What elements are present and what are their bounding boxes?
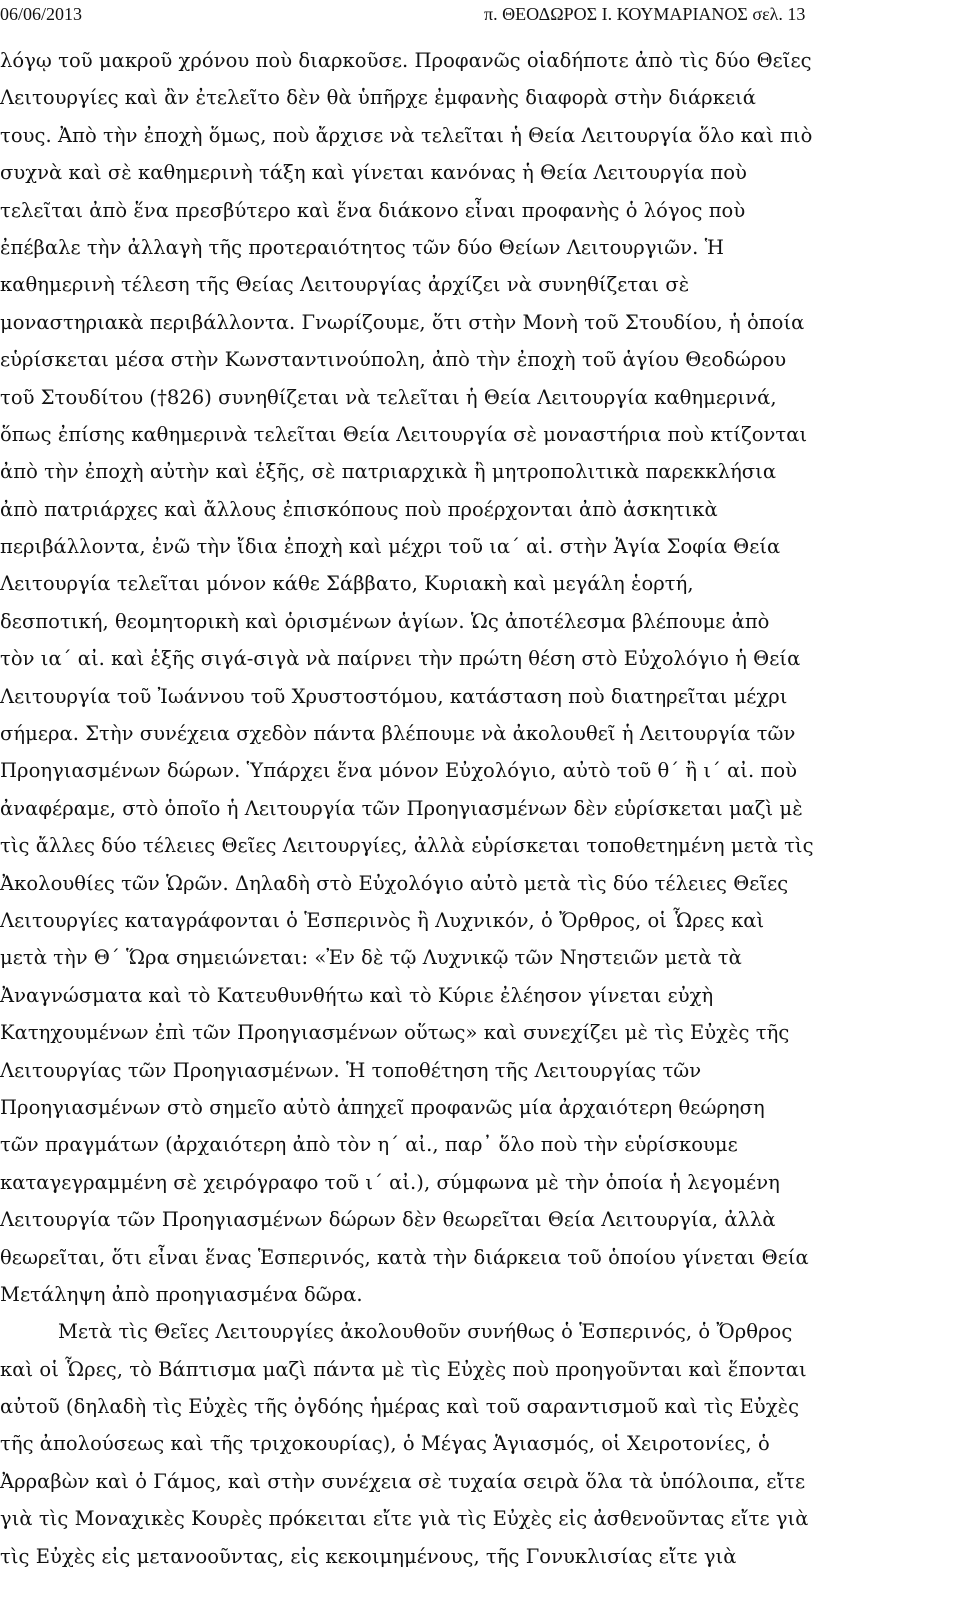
paragraph-first-line: Μετὰ τὶς Θεῖες Λειτουργίες ἀκολουθοῦν συνήθως ὁ Ἑσπερινός, ὁ Ὄρθρος [58,1320,793,1344]
text-line: γιὰ τὶς Μοναχικὲς Κουρὲς πρόκειται εἴτε γιὰ τὶς Εὐχὲς εἰς ἀσθενοῦντας εἴτε γιὰ [0,1507,809,1531]
text-line: τελεῖται ἀπὸ ἕνα πρεσβύτερο καὶ ἕνα διάκονο εἶναι προφανὴς ὁ λόγος ποὺ [0,198,746,222]
text-line: λόγῳ τοῦ μακροῦ χρόνου ποὺ διαρκοῦσε. Προφανῶς οἱαδήποτε ἀπὸ τὶς δύο Θεῖες [0,49,812,72]
text-line: Προηγιασμένων δώρων. Ὑπάρχει ἕνα μόνον Εὐχολόγιο, αὐτὸ τοῦ θ΄ ἢ ι΄ αἰ. ποὺ [0,759,798,783]
text-line: εὑρίσκεται μέσα στὴν Κωνσταντινούπολη, ἀπὸ τὴν ἐποχὴ τοῦ ἁγίου Θεοδώρου [0,348,787,372]
text-line: Λειτουργίας τῶν Προηγιασμένων. Ἡ τοποθέτηση τῆς Λειτουργίας τῶν [0,1058,702,1082]
text-line: περιβάλλοντα, ἐνῶ τὴν ἴδια ἐποχὴ καὶ μέχρι τοῦ ια΄ αἰ. στὴν Ἁγία Σοφία Θεία [0,535,781,559]
text-line: τοῦ Στουδίτου (†826) συνηθίζεται νὰ τελεῖται ἡ Θεία Λειτουργία καθημερινά, [0,385,777,409]
text-line: Κατηχουμένων ἐπὶ τῶν Προηγιασμένων οὕτως» καὶ συνεχίζει μὲ τὶς Εὐχὲς τῆς [0,1021,790,1045]
text-line: δεσποτική, θεομητορικὴ καὶ ὁρισμένων ἁγίων. Ὡς ἀποτέλεσμα βλέπουμε ἀπὸ [0,609,770,633]
text-line: Ἀναγνώσματα καὶ τὸ Κατευθυνθήτω καὶ τὸ Κύριε ἐλέησον γίνεται εὐχὴ [0,983,714,1007]
text-line: Προηγιασμένων στὸ σημεῖο αὐτὸ ἀπηχεῖ προφανῶς μία ἀρχαιότερη θεώρηση [0,1095,765,1119]
text-line: Ἀρραβὼν καὶ ὁ Γάμος, καὶ στὴν συνέχεια σὲ τυχαία σειρὰ ὅλα τὰ ὑπόλοιπα, εἴτε [0,1469,806,1493]
page-header [0,2,960,26]
body-text [0,42,938,1575]
text-line: Λειτουργίες καὶ ἂν ἐτελεῖτο δὲν θὰ ὑπῆρχε ἐμφανὴς διαφορὰ στὴν διάρκειά [0,86,757,110]
text-line: Λειτουργία τῶν Προηγιασμένων δώρων δὲν θεωρεῖται Θεία Λειτουργία, ἀλλὰ [0,1208,776,1232]
header-running-title: π. ΘΕΟΔΩΡΟΣ Ι. ΚΟΥΜΑΡΙΑΝΟΣ σελ. 13 [484,4,806,24]
text-line: καθημερινὴ τέλεση τῆς Θείας Λειτουργίας ἀρχίζει νὰ συνηθίζεται σὲ [0,273,690,297]
text-line: ἀπὸ τὴν ἐποχὴ αὐτὴν καὶ ἑξῆς, σὲ πατριαρχικὰ ἢ μητροπολιτικὰ παρεκκλήσια [0,460,777,484]
text-line: ὅπως ἐπίσης καθημερινὰ τελεῖται Θεία Λειτουργία σὲ μοναστήρια ποὺ κτίζονται [0,422,808,446]
text-line: καταγεγραμμένη σὲ χειρόγραφο τοῦ ι΄ αἰ.), σύμφωνα μὲ τὴν ὁποία ἡ λεγομένη [0,1170,780,1194]
text-line: Λειτουργία τοῦ Ἰωάννου τοῦ Χρυστοστόμου, κατάσταση ποὺ διατηρεῖται μέχρι [0,684,788,708]
text-line: σήμερα. Στὴν συνέχεια σχεδὸν πάντα βλέπουμε νὰ ἀκολουθεῖ ἡ Λειτουργία τῶν [0,722,796,746]
text-line: μοναστηριακὰ περιβάλλοντα. Γνωρίζουμε, ὅτι στὴν Μονὴ τοῦ Στουδίου, ἡ ὁποία [0,310,805,334]
text-line: συχνὰ καὶ σὲ καθημερινὴ τάξη καὶ γίνεται κανόνας ἡ Θεία Λειτουργία ποὺ [0,161,747,185]
text-line: ἀπὸ πατριάρχες καὶ ἄλλους ἐπισκόπους ποὺ προέρχονται ἀπὸ ἀσκητικὰ [0,497,718,521]
text-line: ἀναφέραμε, στὸ ὁποῖο ἡ Λειτουργία τῶν Προηγιασμένων δὲν εὑρίσκεται μαζὶ μὲ [0,796,803,820]
text-line: Ἀκολουθίες τῶν Ὡρῶν. Δηλαδὴ στὸ Εὐχολόγιο αὐτὸ μετὰ τὶς δύο τέλειες Θεῖες [0,871,789,895]
text-line: τὶς ἄλλες δύο τέλειες Θεῖες Λειτουργίες, ἀλλὰ εὑρίσκεται τοποθετημένη μετὰ τὶς [0,834,814,858]
text-line: θεωρεῖται, ὅτι εἶναι ἕνας Ἑσπερινός, κατὰ τὴν διάρκεια τοῦ ὁποίου γίνεται Θεία [0,1245,809,1269]
text-line: Μετάληψη ἀπὸ προηγιασμένα δῶρα. [0,1282,363,1306]
text-line: Λειτουργία τελεῖται μόνον κάθε Σάββατο, Κυριακὴ καὶ μεγάλη ἑορτή, [0,572,694,596]
text-line: τους. Ἀπὸ τὴν ἐποχὴ ὅμως, ποὺ ἄρχισε νὰ τελεῖται ἡ Θεία Λειτουργία ὅλο καὶ πιὸ [0,123,813,147]
text-line: τῆς ἀπολούσεως καὶ τῆς τριχοκουρίας), ὁ Μέγας Ἁγιασμός, οἱ Χειροτονίες, ὁ [0,1432,770,1456]
text-line: ἐπέβαλε τὴν ἀλλαγὴ τῆς προτεραιότητος τῶν δύο Θείων Λειτουργιῶν. Ἡ [0,235,724,259]
text-line: τὸν ια΄ αἰ. καὶ ἑξῆς σιγά-σιγὰ νὰ παίρνει τὴν πρώτη θέση στὸ Εὐχολόγιο ἡ Θεία [0,647,801,671]
text-line: Λειτουργίες καταγράφονται ὁ Ἑσπερινὸς ἢ Λυχνικόν, ὁ Ὄρθρος, οἱ Ὧρες καὶ [0,908,765,932]
text-line: τὶς Εὐχὲς εἰς μετανοοῦντας, εἰς κεκοιμημένους, τῆς Γονυκλισίας εἴτε γιὰ [0,1544,737,1568]
text-line: τῶν πραγμάτων (ἀρχαιότερη ἀπὸ τὸν η΄ αἰ., παρ᾿ ὅλο ποὺ τὴν εὑρίσκουμε [0,1133,738,1157]
text-line: αὐτοῦ (δηλαδὴ τὶς Εὐχὲς τῆς ὀγδόης ἡμέρας καὶ τοῦ σαραντισμοῦ καὶ τὶς Εὐχὲς [0,1395,800,1419]
text-line: καὶ οἱ Ὧρες, τὸ Βάπτισμα μαζὶ πάντα μὲ τὶς Εὐχὲς ποὺ προηγοῦνται καὶ ἕπονται [0,1357,807,1381]
text-line: μετὰ τὴν Θ΄ Ὥρα σημειώνεται: «Ἐν δὲ τῷ Λυχνικῷ τῶν Νηστειῶν μετὰ τὰ [0,946,742,970]
header-date: 06/06/2013 [0,4,83,24]
